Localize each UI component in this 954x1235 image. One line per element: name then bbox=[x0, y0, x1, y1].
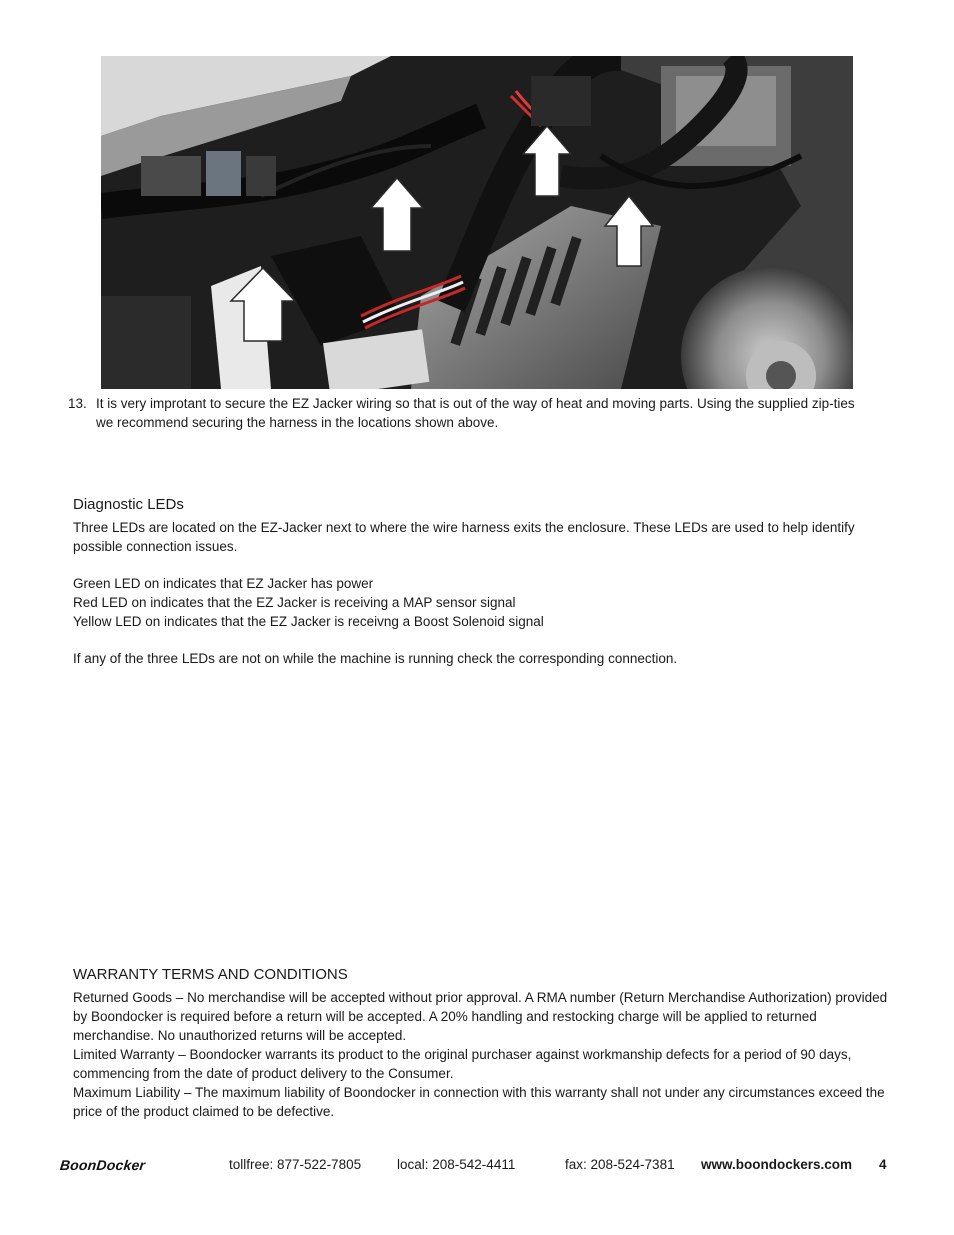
warranty-limited: Limited Warranty – Boondocker warrants its product to the original purchaser against workmanship defects for a period of 90 days, commencing from the date of product delivery to the Consumer. bbox=[73, 1047, 852, 1081]
step-13 bbox=[68, 395, 868, 432]
led-red-line: Red LED on indicates that the EZ Jacker is receiving a MAP sensor signal bbox=[73, 595, 516, 610]
footer-fax: fax: 208-524-7381 bbox=[565, 1157, 675, 1172]
warranty-returned-goods: Returned Goods – No merchandise will be accepted without prior approval. A RMA number (Return Merchandise Authorization) provided by Boondocker is required before a return will be accepted. A 20% handling and restocking charge will be applied to returned merchandise. No unauthorized returns will be accepted. bbox=[73, 990, 888, 1043]
diagnostic-leds-section bbox=[73, 495, 888, 668]
footer-website-link[interactable]: www.boondockers.com bbox=[701, 1157, 853, 1172]
led-green-line: Green LED on indicates that EZ Jacker has power bbox=[73, 576, 374, 591]
warranty-heading: WARRANTY TERMS AND CONDITIONS bbox=[73, 966, 348, 983]
engine-wiring-photo bbox=[101, 56, 853, 389]
step-number: 13. bbox=[68, 396, 87, 411]
diagnostic-closing: If any of the three LEDs are not on while the machine is running check the corresponding connection. bbox=[73, 651, 678, 666]
engine-wiring-photo-with-arrows-icon bbox=[101, 56, 853, 389]
boondocker-logo: BoonDocker bbox=[59, 1157, 147, 1173]
diagnostic-intro: Three LEDs are located on the EZ-Jacker next to where the wire harness exits the enclosure. These LEDs are used to help identify possible connection issues. bbox=[73, 520, 855, 554]
warranty-section bbox=[73, 965, 888, 1121]
page-footer bbox=[60, 1155, 890, 1175]
page-number: 4 bbox=[879, 1157, 887, 1172]
diagnostic-heading: Diagnostic LEDs bbox=[73, 496, 184, 513]
led-yellow-line: Yellow LED on indicates that the EZ Jacker is receivng a Boost Solenoid signal bbox=[73, 614, 544, 629]
step-text: It is very improtant to secure the EZ Jacker wiring so that is out of the way of heat and moving parts. Using the supplied zip-ties we recommend securing the harness in the locations shown above. bbox=[96, 396, 855, 430]
footer-local: local: 208-542-4411 bbox=[397, 1157, 516, 1172]
warranty-liability: Maximum Liability – The maximum liability of Boondocker in connection with this warranty shall not under any circumstances exceed the price of the product claimed to be defective. bbox=[73, 1085, 885, 1119]
footer-tollfree: tollfree: 877-522-7805 bbox=[229, 1157, 362, 1172]
